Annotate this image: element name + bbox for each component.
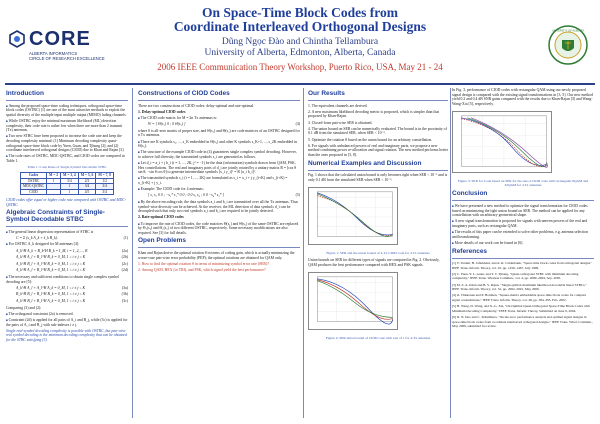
construction-subheading: 1. Delay-optimal CIOD codes [138, 109, 186, 114]
algebraic-bullet: ■ The orthogonal constraint (2a) is removed. [6, 312, 128, 317]
equation-body: [ s₁ s₂ 0 0 ; −s₂* s₁* 0 0 ; 0 0 s₃ s₄ ; 0 0 −s₄* s₃* ] [148, 193, 225, 198]
table-header-row [21, 173, 114, 178]
conclusion-bullet: ■ We have presented a new method to optimize the signal transformation for CIOD codes based on minimizing the tight union bound on SER. The method can be applied for any constellation with an arbitrary geometrical shape. [452, 204, 594, 218]
table-cell: 1 [47, 178, 61, 183]
heading-rule [452, 200, 594, 201]
equation-3b [6, 292, 128, 297]
construction-bullet: ■ The structure of the example CIOD code in (4) guarantees single complex symbol decoding. However, to achieve full diversity, the transmitted symbols s_i are generated as follows. [138, 150, 300, 159]
table-caption: Table 1: Code Rates of Single-Symbol Decodable STBC [27, 165, 107, 170]
equation-number: (4) [295, 122, 300, 127]
reference-item: [6] D. N. Dao and C. Tellambura, "On the error performance analysis and optimal signal designs in space-time block codes from coordinate interleaved orthogonal designs," IEEE Trans. Wirel. Commun., May 2006, submitted for review. [452, 315, 593, 329]
table-cell: 2/3 [78, 178, 96, 183]
heading-rule [138, 247, 300, 248]
algebraic-list [6, 275, 128, 284]
figure-3-plot [452, 111, 552, 173]
reference-item: [2] C. Yuen, Y. L. Guan, and T. T. Tjhung, "Quasi-orthogonal STBC with minimum decoding complexity," IEEE Trans. Wireless Commun., vol. 4, pp. 2089–2094, Sep. 2005. [452, 271, 579, 281]
equation-body: C = Σ (s_k A_k + s̄_k B_k). [16, 235, 58, 240]
algebraic-list [6, 230, 128, 235]
table-cell: 1 [61, 184, 79, 189]
table-cell: MDC-QSTBC [21, 184, 47, 189]
table-header: M = 3, 4 [61, 173, 79, 178]
poster-title-line2: Coordinate Interleaved Orthogonal Designs [173, 19, 427, 34]
figure-1-plot [308, 187, 398, 245]
column-1 [6, 88, 128, 424]
algebraic-bullet: ■ The general linear dispersion representation of STBC is [6, 230, 128, 235]
table-cell: CIOD [21, 189, 47, 194]
reference-item: [4] O. Tirkkonen and P. Hottinen, "Square-matrix embeddable space-time block codes for complex signal constellations," IEEE Trans. Inform. Theory, vol. 48, pp. 384–395, Feb. 2002. [452, 293, 587, 303]
equation-3c [6, 299, 128, 304]
problem-question: 2. Among QAM, HEX (or TRI), and PSK, which signal yield the best performance? [138, 267, 266, 272]
intro-note: CIOD codes offer equal or higher code rate compared with OSTBC and MDC-QSTBC. [6, 197, 127, 207]
conclusion-bullet: ■ The results of this paper can be extended to solve other problems, e.g. antenna selection and beamforming. [452, 230, 594, 239]
equation-body: B_k^H B_l + B_l^H B_k = 0_M, 1 ≤ i ≠ j ≤ K [16, 292, 86, 297]
reference-item: [3] M. Z. A. Khan and B. S. Rajan, "Single-symbol maximum likelihood decodable linear STBCs," IEEE Trans. Inform. Theory, vol. 52, pp. 2062–2091, May 2006. [452, 282, 587, 292]
poster-header [0, 0, 600, 84]
problems-text: Khan and Rajan derive the optimal rotation θ in terms of coding gain, which is actually minimizing the worse-case pair-wise error probability (PEP); the optimal rotations are obtained for QAM only. [138, 250, 295, 260]
conclusion-bullet: ■ A new signal transformation is proposed for signals with uneven powers of the real and imaginary parts, such as rectangular QAM. [452, 219, 594, 228]
table-header: M = 7, 8 [96, 173, 114, 178]
table-header: M = 5, 6 [78, 173, 96, 178]
problem-question: 1. How to find the optimal rotation θ in terms of minimizing symbol error rate (SER)? [138, 261, 269, 266]
table-row [21, 189, 114, 194]
conclusion-bullet: ■ More details of our work can be found in [6]. [452, 241, 594, 246]
core-logo-sub2: CIRCLE OF RESEARCH EXCELLENCE [29, 56, 105, 61]
equation-number: (2a) [121, 248, 128, 253]
equation-number: (5) [295, 193, 300, 198]
result-item: 6. For signals with unbalanced powers of real and imaginary parts, we propose a new method combining power re-allocation and signal rotation. The new method performs better than the ones proposed in [3, 8]. [308, 143, 448, 157]
references-heading: References [452, 247, 488, 255]
conclusion-list [452, 204, 594, 246]
table-cell: 1 [61, 189, 79, 194]
result-item: 2. A new maximum likelihood decoding metric is proposed, which is simpler than that proposed by Khan-Rajan. [308, 109, 440, 119]
code-rate-table [20, 172, 114, 195]
equation-body: A_k^H A_k + B_k^H B_k = I_M, i = 1, 2, ..., K [16, 248, 88, 253]
intro-bullet: ■ The code rates of OSTBC, MDC-QSTBC, and CIOD codes are compared in Table 1. [6, 154, 128, 163]
equation-number: (2b) [121, 255, 128, 260]
table-header: Codes [21, 173, 47, 178]
construction-bullet: ■ By the above encoding rule, the data symbols a_i and b_i are transmitted over all the Tx antennas. Thus symbol-wise diversity can be achieved. At the receiver, the ML detection of data symbols d_i can be decoupled such that only two real symbols a_i and b_i are required to be jointly detected. [138, 200, 300, 214]
table-cell: 3/4 [96, 184, 114, 189]
equation-body: A_k^H A_l + A_l^H A_k = 0_M, 1 ≤ i ≠ j ≤ K [16, 285, 85, 290]
equation-number: (2c) [121, 261, 128, 266]
equation-body: W = [ Θ(s₁) 0 ; 0 Θ(s₂) ] [148, 122, 186, 127]
fig3-text: In Fig. 3, performance of CIOD codes with rectangular QAM using our newly proposed signal design is compared with the existing signal transformations in [3, 5]. Our new method yield 0.2 and 0.4 dB SNR gains compared with the results due to Khan-Rajan [3] and Wang-Wang-Xia [5], respectively. [452, 88, 593, 106]
equation-2b [6, 255, 128, 260]
equation-body: A_k^H A_l + B_l^H B_k = 0_M, 1 ≤ i ≠ j ≤ K [16, 255, 86, 260]
column-2 [138, 88, 300, 424]
result-item: 3. Closed-form pair-wise SER is obtained. [308, 120, 373, 125]
reference-item: [5] H. Wang, D. Wang, and X.-G. Xia, "On Optimal Quasi-Orthogonal Space-Time Block Codes with Minimum Decoding Complexity," IEEE Trans. Inform. Theory, Submitted on June 9, 2004. [452, 304, 590, 313]
equation-body: A_k^H B_l + B_l^H A_k = 0_M, 1 ≤ i ≠ j ≤ K [16, 299, 86, 304]
fig2-text: Union bounds on SER for different types of signals are compared in Fig. 2. Obviously, QAM produces the best performance compared with HEX and PSK signals. [308, 258, 440, 267]
figure-3-caption: Figure 3: SER for Code based on SER for the rate-4 CIOD code with rectangular 8QAM and 32QAM for 4 Tx antennas [457, 178, 589, 188]
poster-conference: 2006 IEEE Communication Theory Workshop, Puerto Rico, USA, May 21 - 24 [157, 62, 443, 72]
algebraic-list [6, 242, 128, 247]
university-seal-icon [548, 25, 588, 65]
core-logo-word: CORE [29, 28, 91, 50]
table-header: M = 2 [47, 173, 61, 178]
equation-body: A_k^H B_l + A_l^H B_k = 0_M, 1 ≤ i ≠ j ≤ K [16, 261, 86, 266]
equation-2c [6, 262, 128, 267]
table-cell: 4/5 [78, 189, 96, 194]
equation-1 [6, 236, 128, 241]
construction-intro: There are two constructions of CIOD codes: delay-optimal and rate-optimal. [138, 103, 255, 108]
compare-text: Comparing (3) and (2): [6, 305, 42, 310]
construction-text: where 0 is all-zero matrix of proper size, and Θ(s₁) and Θ(s₂) are code matrices of an OSTBC designed for n Tx antennas. [138, 128, 300, 138]
construction-bullet: ■ Example: The CIOD code for 4 antennas: [138, 187, 300, 192]
construction-bullet: ■ The transmitted symbols s_i (i = 1, ..., 2K) are formulated as s_i = x_i + j y_(i+K) and s_(i+K) = x_(i+K) + j y_i. [138, 176, 300, 185]
equation-3a [6, 286, 128, 291]
heading-rule [308, 100, 448, 101]
equation-number: (3b) [121, 292, 128, 297]
intro-heading: Introduction [6, 90, 44, 97]
column-4 [452, 88, 594, 424]
core-logo [7, 26, 127, 66]
table-cell: 1/2 [96, 178, 114, 183]
numerical-heading: Numerical Examples and Discussion [308, 159, 422, 167]
construction-list [138, 222, 300, 236]
figure-2-caption: Figure 2: SER union bound of CIOD code with rate of 1 for 4-Tx antennas [325, 335, 431, 340]
result-item: 5. Optimize the rotation θ based on the union bound for an arbitrary constellation. [308, 137, 433, 142]
table-cell: 3/4 [61, 178, 79, 183]
heading-rule [6, 100, 128, 101]
intro-list [6, 104, 128, 164]
equation-4 [138, 122, 300, 127]
fig1-text: Fig. 1 shows that the calculated union bound is only becomes tight when SER < 10⁻³ and is only 0.1 dB from the simulated SER when SER < 10⁻³. [308, 173, 448, 182]
column-divider [450, 88, 451, 418]
result-item: 1. The equivalent channels are derived. [308, 103, 368, 108]
core-logo-sub1: ALBERTA INFORMATICS [29, 51, 78, 56]
equation-2a [6, 249, 128, 254]
algebraic-bullet: ■ For OSTBC A_k designed for M antennas [4]: [6, 242, 128, 247]
conclusion-heading: Conclusion [452, 190, 488, 198]
algebraic-list [6, 312, 128, 327]
equation-number: (1) [123, 235, 128, 240]
header-rule [5, 83, 595, 85]
poster-authors: Dũng Ngọc Đào and Chintha Tellambura [221, 37, 379, 47]
equation-2d [6, 268, 128, 273]
algebraic-note: Single real-symbol decoding complexity is possible with OSTBC, but pair-wise real symbol decoding is the minimum decoding complexity that can be obtained for the STBC satisfying (3). [6, 328, 128, 342]
core-logo-subtitle [29, 51, 105, 61]
core-mark-icon [9, 30, 25, 48]
heading-rule [452, 258, 594, 259]
equation-number: (2d) [121, 268, 128, 273]
table-cell: 3/4 [96, 189, 114, 194]
construction-subheading: 2. Rate-optimal CIOD codes [138, 215, 184, 220]
heading-rule [138, 100, 300, 101]
table-cell: 3/4 [78, 184, 96, 189]
seal-text: UNIVERSITY OF ALBERTA [552, 29, 584, 33]
construction-heading: Constructions of CIOD Codes [138, 90, 230, 97]
construction-list [138, 140, 300, 192]
algebraic-bullet: ■ Constraint (2d) is applied for all pairs of A_i and B_j, while (3c) is applied for the pairs of A_i and B_j with sub-indexes i ≠ j. [6, 318, 128, 327]
construction-bullet: ■ There are K symbols s₁, ..., s_K embedded in Θ(s₁) and other K symbols s_K+1, ..., s_2K embedded in Θ(s₂). [138, 140, 300, 149]
result-item: 4. The union bound on SER can be numerically evaluated. The bound is in the proximity of 0.1 dB from the simulated SER, when SER < 10⁻³. [308, 126, 447, 136]
column-divider [303, 88, 304, 418]
construction-bullet: ■ The CIOD code matrix for M = 2n Tx antennas is: [138, 116, 300, 121]
equation-5 [138, 193, 300, 198]
reference-item: [1] V. Tarokh, H. Jafarkhani, and A. R. Calderbank, "Space-time block codes from orthogonal designs" IEEE Trans. Inform. Theory, vol. 45, pp. 1456–1467, July 1999. [452, 261, 592, 270]
heading-rule [308, 170, 448, 171]
intro-bullet: ■ Two new STBC have been proposed to increase the code rate and keep the decoding complexity minimal: (1) Minimum decoding complexity quasi-orthogonal space-time block code by Yuen, Guan, and Tjhung [2]; and (2) coordinate interleaved orthogonal designs (CIOD) due to Khan and Rajan [3]. [6, 134, 128, 152]
table-cell [47, 189, 61, 194]
algebraic-bullet: ■ The necessary and sufficient conditions to obtain single complex symbol decoding are [5]: [6, 275, 128, 284]
construction-bullet: ■ Let d_i = a_i + j b_i (i = 1, ..., 2K, j² = −1) be the data (information) symbols drawn from QAM, PSK, Hex constellations. The real and imaginary parts of d_i are jointly rotated by a unitary matrix R = [cos θ sin θ; −sin θ cos θ] to generate intermediate symbols [x_i y_i]ᵀ = R [a_i b_i]ᵀ. [138, 161, 300, 175]
table-cell: OSTBC [21, 178, 47, 183]
construction-bullet: ■ To improve the rate of CIOD codes, the code matrices Θ(s₁) and Θ(s₂) of the same OSTBC are replaced by Θ₁(s₁) and Θ₂(s₂) of two different OSTBC, respectively. Some necessary modifications are also required. See [3] for full details. [138, 222, 300, 236]
results-heading: Our Results [308, 90, 345, 97]
equation-body: A_k^H A_l + B_l^H B_k = 0_M, 1 ≤ i ≠ j ≤ K [16, 268, 86, 273]
construction-list [138, 116, 300, 121]
poster-title-line1: On Space-Time Block Codes from [201, 5, 398, 20]
figure-1-caption: Figure 1: SER and the union bound of 4-Tx CIOD code for 4 Tx antennas [326, 250, 430, 255]
construction-list [138, 200, 300, 214]
equation-number: (3c) [121, 299, 128, 304]
column-3 [308, 88, 448, 424]
poster-affiliation: University of Alberta, Edmonton, Alberta, Canada [204, 48, 396, 58]
equation-number: (3a) [121, 285, 128, 290]
intro-bullet: ■ Among the proposed space-time coding techniques, orthogonal space-time block codes (OSTBC) [1] are one of the most attractive methods to exploit the spatial diversity of the multiple input multiple output (MIMO) fading channels. [6, 104, 128, 118]
algebraic-heading: Algebraic Constraints of Single-Symbol Decodable STBC [6, 209, 105, 224]
intro-bullet: ■ While OSTBC enjoy the minimal maximum likelihood (ML) detection complexity, their code rate is rather low when there are more than 2 transmit (Tx) antennas. [6, 119, 128, 133]
problems-heading: Open Problems [138, 237, 187, 245]
heading-rule [6, 226, 128, 227]
figure-2-plot [308, 272, 398, 330]
column-divider [132, 88, 133, 418]
